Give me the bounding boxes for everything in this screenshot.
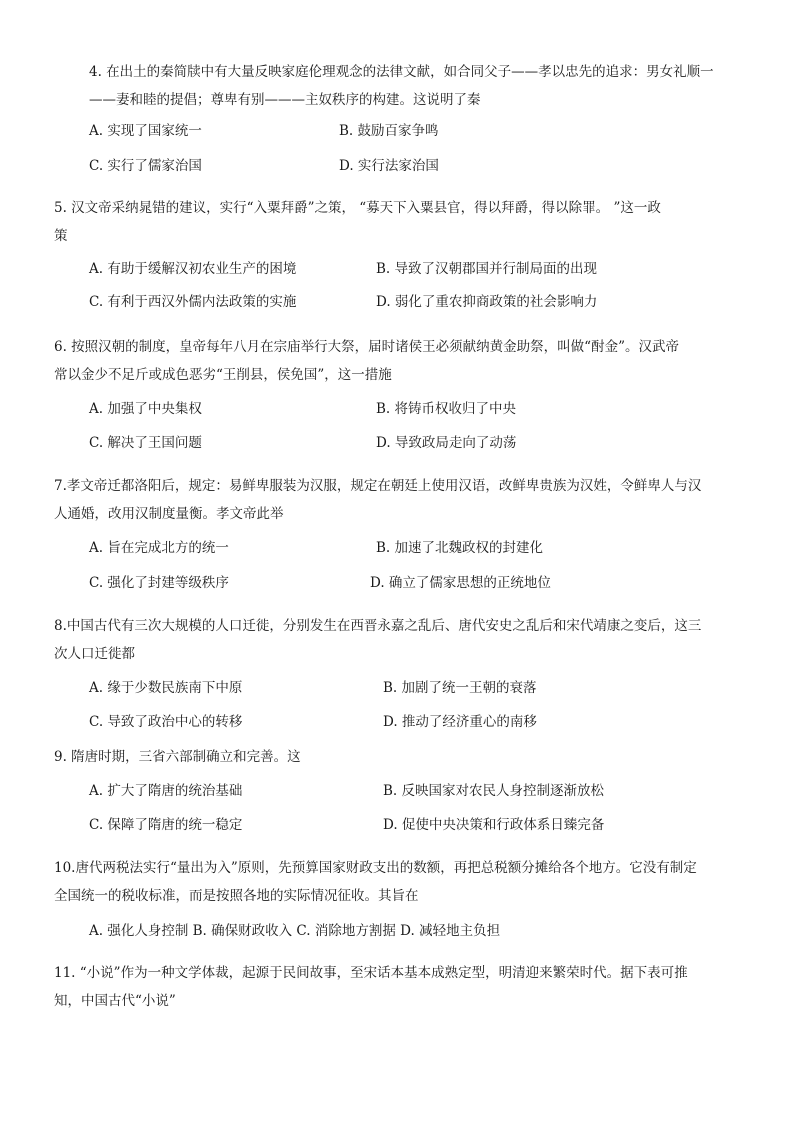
q8-option-b: B. 加剧了统一王朝的衰落 (383, 680, 537, 696)
q5-stem-line-2: 策 (54, 228, 68, 244)
q4-option-c: C. 实行了儒家治国 (89, 158, 202, 174)
q8-stem-line-2: 次人口迁徙都 (54, 646, 135, 662)
q6-stem-line-2: 常以金少不足斤或成色恶劣“王削县，侯免国”，这一措施 (54, 367, 392, 383)
q7-option-b: B. 加速了北魏政权的封建化 (376, 540, 544, 556)
q9-option-a: A. 扩大了隋唐的统治基础 (89, 783, 243, 799)
q7-option-d: D. 确立了儒家思想的正统地位 (370, 575, 551, 591)
q9-option-b: B. 反映国家对农民人身控制逐渐放松 (383, 783, 605, 799)
q6-option-a: A. 加强了中央集权 (89, 401, 202, 417)
q9-stem-line-1: 9. 隋唐时期，三省六部制确立和完善。这 (54, 749, 301, 765)
q7-stem-line-1: 7.孝文帝迁都洛阳后，规定：易鲜卑服装为汉服，规定在朝廷上使用汉语，改鲜卑贵族为汉姓，令鲜卑人与汉 (54, 478, 702, 494)
q4-stem-line-2: ——妻和睦的提倡；尊卑有别———主奴秩序的构建。这说明了秦 (89, 92, 481, 108)
q10-options: A. 强化人身控制 B. 确保财政收入 C. 消除地方割据 D. 减轻地主负担 (89, 923, 501, 939)
q9-option-d: D. 促使中央决策和行政体系日臻完备 (383, 817, 605, 833)
q6-option-b: B. 将铸币权收归了中央 (376, 401, 517, 417)
q8-option-c: C. 导致了政治中心的转移 (89, 714, 243, 730)
q4-option-a: A. 实现了国家统一 (89, 123, 202, 139)
q8-stem-line-1: 8.中国古代有三次大规模的人口迁徙，分别发生在西晋永嘉之乱后、唐代安史之乱后和宋代靖康之变后，这三 (54, 618, 702, 634)
q8-option-d: D. 推动了经济重心的南移 (383, 714, 537, 730)
q10-stem-line-2: 全国统一的税收标准，而是按照各地的实际情况征收。其旨在 (54, 888, 419, 904)
q4-stem-line-1: 4. 在出土的秦简牍中有大量反映家庭伦理观念的法律文献，如合同父子——孝以忠先的追求：男女礼顺一 (89, 64, 714, 80)
q7-option-c: C. 强化了封建等级秩序 (89, 575, 229, 591)
q6-option-c: C. 解决了王国问题 (89, 435, 202, 451)
q5-option-d: D. 弱化了重农抑商政策的社会影响力 (376, 294, 598, 310)
q4-option-d: D. 实行法家治国 (339, 158, 439, 174)
q11-stem-line-2: 知，中国古代“小说” (54, 993, 176, 1009)
q8-option-a: A. 缘于少数民族南下中原 (89, 680, 243, 696)
q5-option-c: C. 有利于西汉外儒内法政策的实施 (89, 294, 297, 310)
q10-stem-line-1: 10.唐代两税法实行“量出为入”原则，先预算国家财政支出的数额，再把总税额分摊给各个地方。它没有制定 (54, 860, 697, 876)
q5-stem-line-1: 5. 汉文帝采纳晁错的建议，实行“入粟拜爵”之策， “募天下入粟县官，得以拜爵，得以除罪。 ”这一政 (54, 200, 661, 216)
q7-stem-line-2: 人通婚，改用汉制度量衡。孝文帝此举 (54, 506, 284, 522)
q6-stem-line-1: 6. 按照汉朝的制度，皇帝每年八月在宗庙举行大祭，届时诸侯王必须献纳黄金助祭，叫做“酎金”。汉武帝 (54, 339, 679, 355)
q4-option-b: B. 鼓励百家争鸣 (339, 123, 439, 139)
q5-option-b: B. 导致了汉朝郡国并行制局面的出现 (376, 261, 598, 277)
q11-stem-line-1: 11. “小说”作为一种文学体裁，起源于民间故事，至宋话本基本成熟定型，明清迎来繁荣时代。据下表可推 (54, 965, 688, 981)
q5-option-a: A. 有助于缓解汉初农业生产的困境 (89, 261, 297, 277)
q6-option-d: D. 导致政局走向了动荡 (376, 435, 517, 451)
q9-option-c: C. 保障了隋唐的统一稳定 (89, 817, 243, 833)
q7-option-a: A. 旨在完成北方的统一 (89, 540, 229, 556)
